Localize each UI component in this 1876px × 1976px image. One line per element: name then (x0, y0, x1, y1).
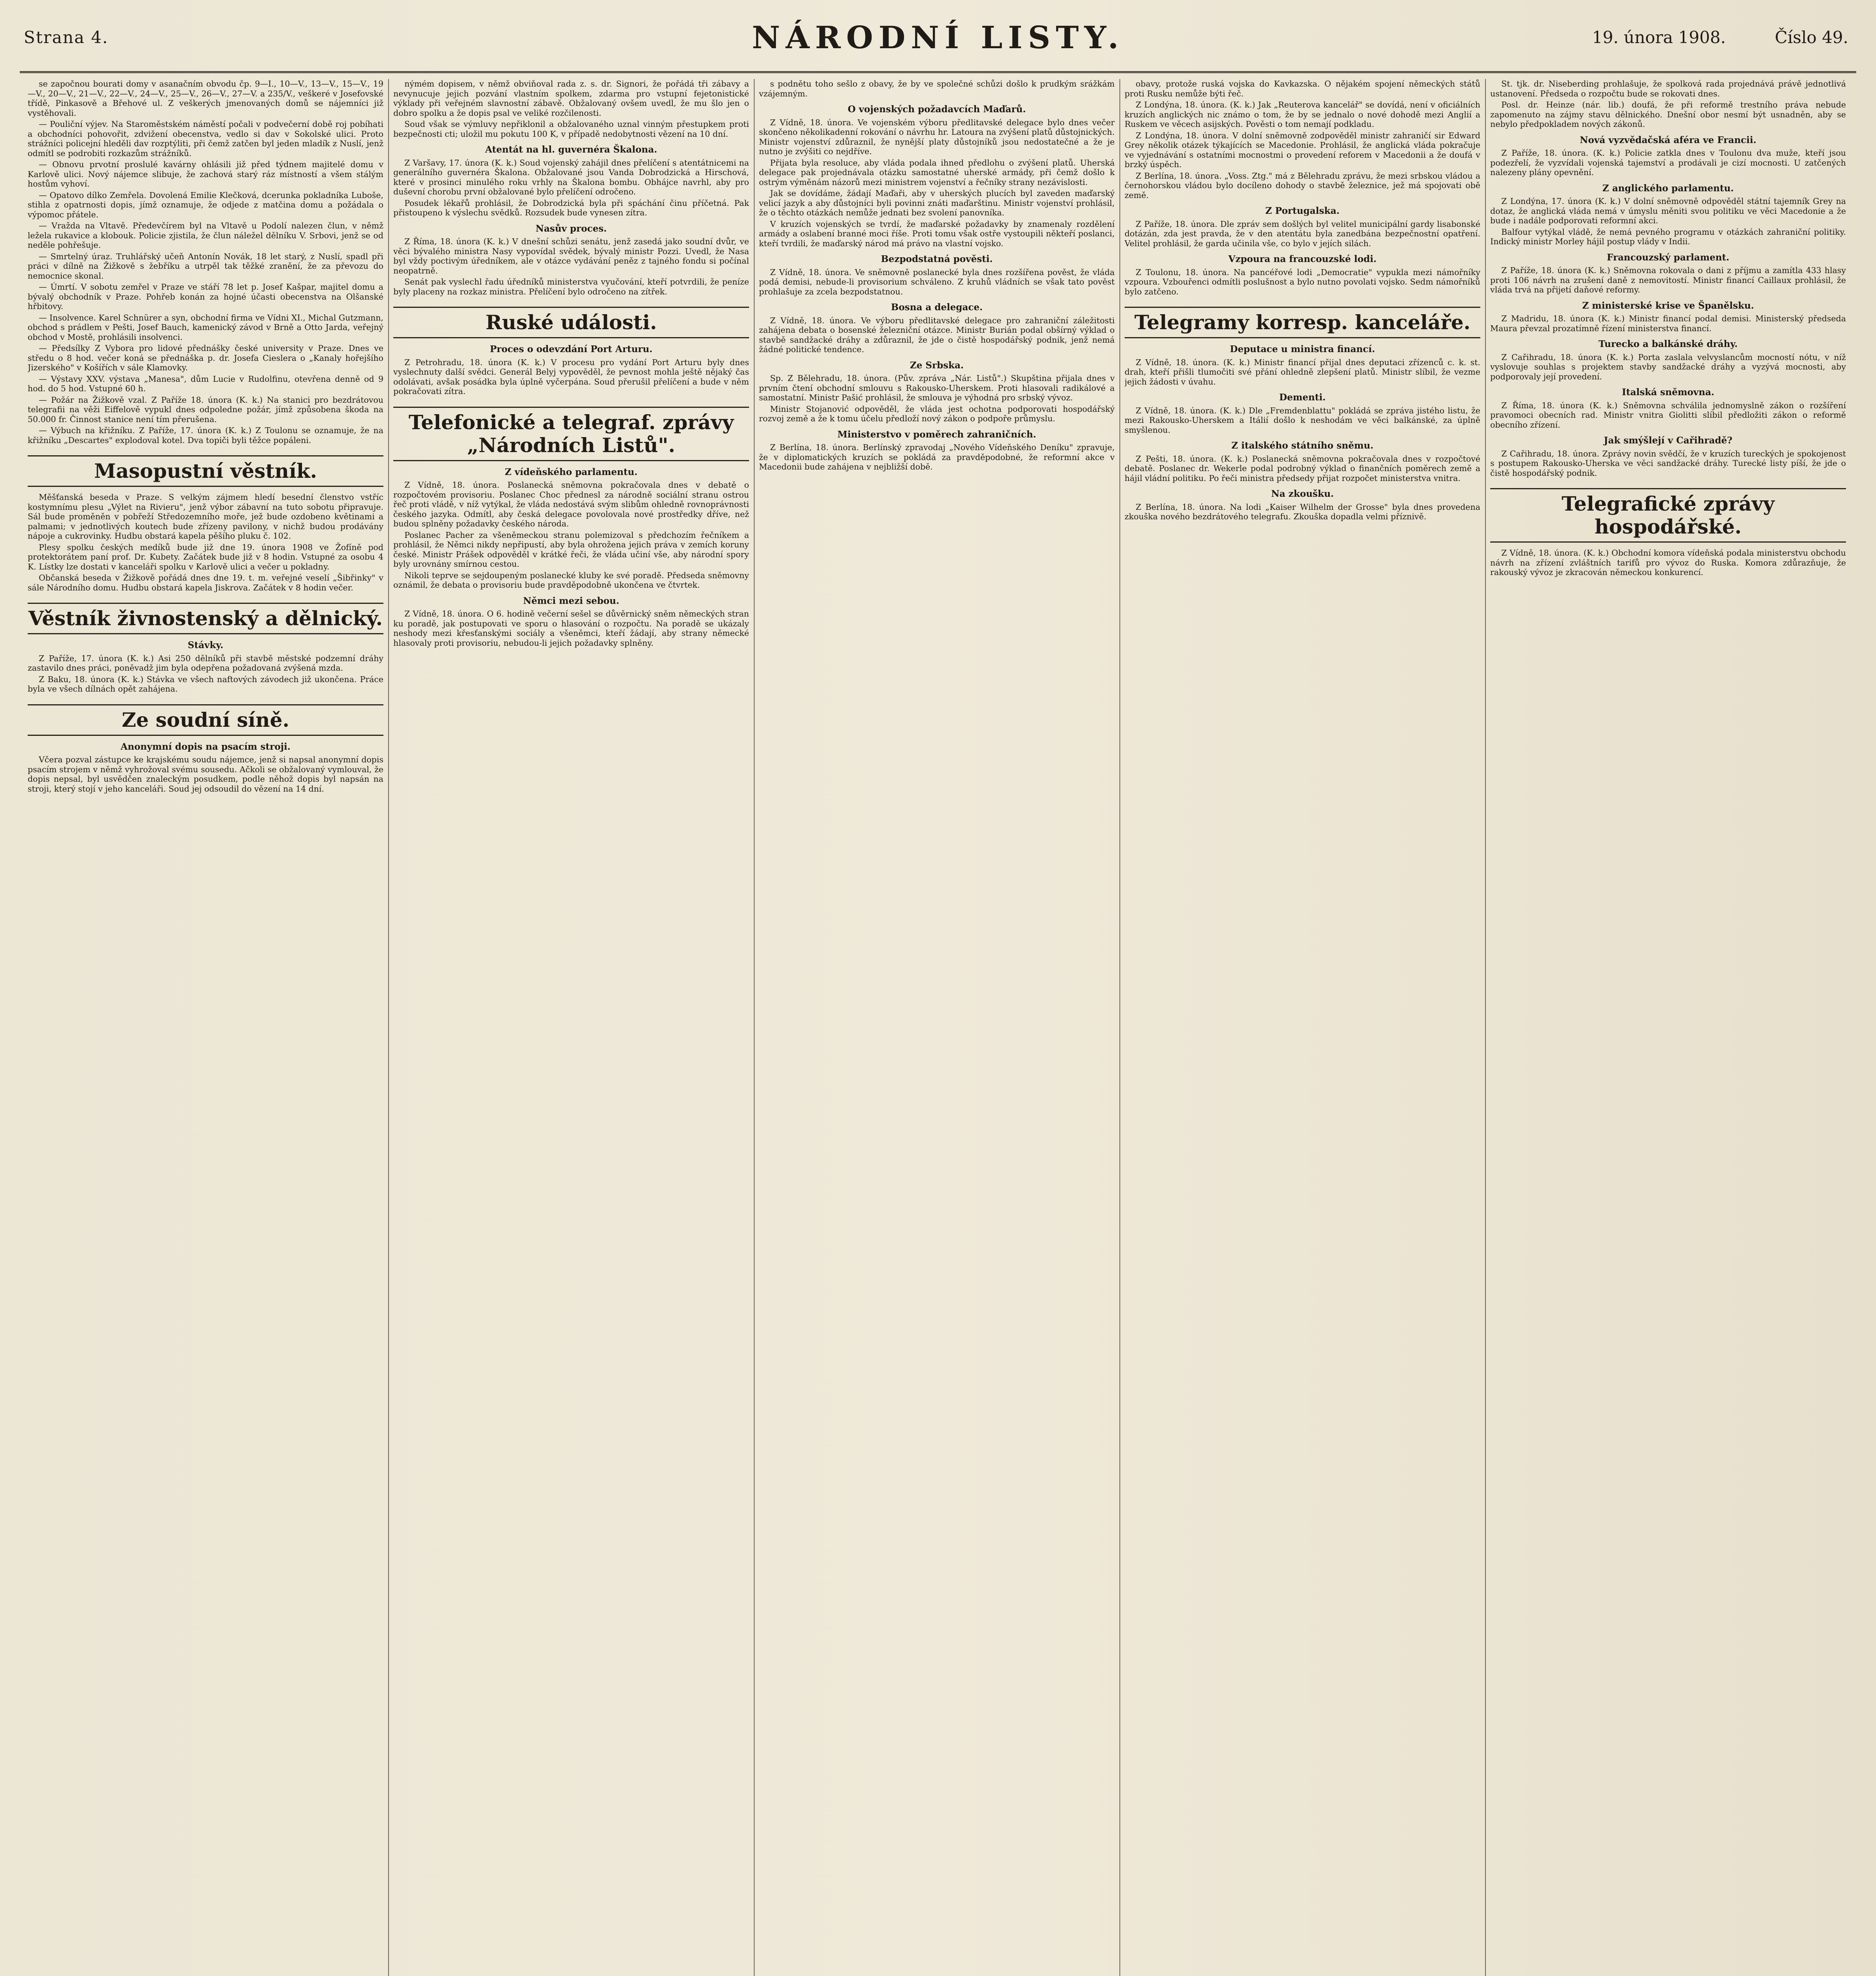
article-paragraph: — Výstavy XXV. výstava „Manesa", dům Lucie v Rudolfinu, otevřena denně od 9 hod. do 5 hod. Vstupné 60 h. (28, 374, 383, 393)
section-heading: Telefonické a telegraf. zprávy „Národních Listů". (393, 407, 749, 461)
article-paragraph: Přijata byla resoluce, aby vláda podala ihned předlohu o zvýšení platů. Uherská delegace pak projednávala otázku samostatné uherské armády, při čemž došlo k ostrým výměnám názorů mezi ministrem vojenství a řečníky strany nezávislosti. (759, 158, 1115, 187)
article-paragraph: Z Baku, 18. února (K. k.) Stávka ve všech naftových závodech již ukončena. Práce byla ve všech dílnách opět zahájena. (28, 674, 383, 694)
article-paragraph: Z Vídně, 18. února. (K. k.) Dle „Fremdenblattu" pokládá se zpráva jistého listu, že mezi Rakousko-Uherskem a Itálií došlo k neshodám ve věci balkánské, za úplně smyšlenou. (1125, 405, 1480, 435)
article-paragraph: — Předsílky Z Vybora pro lidové přednášky české university v Praze. Dnes ve středu o 8 hod. večer koná se přednáška p. dr. Josefa Cieslera o „Kanaly hořejšího Jizerského" v Košířích v sále Klamovky. (28, 343, 383, 372)
article-paragraph: Sp. Z Bělehradu, 18. února. (Pův. zpráva „Nár. Listů".) Skupština přijala dnes v prvním čtení obchodní smlouvu s Rakousko-Uherskem. Proti hlasovali radikálové a samostatní. Ministr Pašić prohlásil, že smlouva je výhodná pro srbský vývoz. (759, 373, 1115, 402)
masthead (20, 12, 1856, 73)
article-paragraph: V kruzích vojenských se tvrdí, že maďarské požadavky by znamenaly rozdělení armády a oslabení branné moci říše. Proti tomu však ostře vystoupili někteří poslanci, kteří tvrdili, že maďarský národ má právo na vlastní vojsko. (759, 219, 1115, 248)
article-paragraph: Včera pozval zástupce ke krajskému soudu nájemce, jenž si napsal anonymní dopis psacím strojem v němž vyhrožoval svému sousedu. Ačkoli se obžalovaný vymlouval, že dopis nepsal, byl usvědčen znaleckým posudkem, podle něhož dopis byl napsán na stroji, který stojí v jeho kanceláři. Soud jej odsoudil do vězení na 14 dní. (28, 755, 383, 794)
issue-number: Číslo 49. (1775, 28, 1848, 47)
article-paragraph: Z Londýna, 18. února. V dolní sněmovně zodpověděl ministr zahraničí sir Edward Grey několik otázek týkajících se Macedonie. Prohlásil, že anglická vláda pokračuje ve vyjednávání s ostatními mocnostmi o provedení reforem v Macedonii a že doufá v brzký úspěch. (1125, 130, 1480, 169)
section-heading: Telegramy korresp. kanceláře. (1125, 307, 1480, 338)
section-heading: Masopustní věstník. (28, 455, 383, 487)
article-paragraph: Z Vídně, 18. února. Ve výboru předlitavské delegace pro zahraniční záležitosti zahájena debata o bosenské železniční otázce. Ministr Burián podal obšírný výklad o stavbě sandžacké dráhy a zdůraznil, že jde o čistě hospodářský podnik, jenž nemá žádné politické tendence. (759, 315, 1115, 354)
article-paragraph: — Insolvence. Karel Schnürer a syn, obchodní firma ve Vídni XI., Michal Gutzmann, obchod s prádlem v Pešti, Josef Bauch, kamenický závod v Brně a Otto Jarda, veřejný obchod v Mostě, prohlásili insolvenci. (28, 313, 383, 342)
article-paragraph: Z Petrohradu, 18. února (K. k.) V procesu pro vydání Port Arturu byly dnes vyslechnuty další svědci. Generál Belyj vypověděl, že pevnost mohla ještě nějaký čas odolávati, avšak posádka byla úplně vyčerpána. Soud přerušil přelíčení a bude v něm pokračovati zítra. (393, 357, 749, 396)
article-paragraph: Z Berlína, 18. února. „Voss. Ztg." má z Bělehradu zprávu, že mezi srbskou vládou a černohorskou vládou bylo docíleno dohody o stavbě železnice, jež má spojovati obě země. (1125, 171, 1480, 200)
article-paragraph: Balfour vytýkal vládě, že nemá pevného programu v otázkách zahraniční politiky. Indický ministr Morley hájil postup vlády v Indii. (1490, 227, 1846, 246)
article-paragraph: — Vražda na Vltavě. Předevčírem byl na Vltavě u Podolí nalezen člun, v němž ležela rukavice a klobouk. Policie zjistila, že člun náležel dělníku V. Srbovi, jenž se od neděle pohřešuje. (28, 221, 383, 250)
article-paragraph: Z Berlína, 18. února. Na lodi „Kaiser Wilhelm der Grosse" byla dnes provedena zkouška nového bezdrátového telegrafu. Zkouška dopadla velmi příznivě. (1125, 502, 1480, 521)
article-paragraph: Z Vídně, 18. února. (K. k.) Obchodní komora vídeňská podala ministerstvu obchodu návrh na zřízení zvláštních tarifů pro vývoz do Ruska. Komora zdůrazňuje, že rakouský vývoz je zkracován německou konkurencí. (1490, 548, 1846, 577)
article-heading: Z Portugalska. (1265, 206, 1340, 216)
article-paragraph: Z Varšavy, 17. února (K. k.) Soud vojenský zahájil dnes přelíčení s atentátnicemi na generálního guvernéra Škalona. Obžalované jsou Vanda Dobrodzická a Hirschová, které v prosinci minulého roku vrhly na Škalona bombu. Obhájce navrhl, aby pro duševní chorobu první obžalované bylo přelíčení odročeno. (393, 158, 749, 196)
column-4 (1125, 79, 1480, 1976)
article-paragraph: Z Vídně, 18. února. Ve vojenském výboru předlitavské delegace bylo dnes večer skončeno několikadenní rokování o návrhu hr. Latoura na zvýšení platů důstojnických. Ministr vojenství zdůraznil, že nynější platy důstojníků jsou nedostatečné a že je nutno je zvýšiti co nejdříve. (759, 117, 1115, 156)
issue-date: 19. února 1908. (1592, 28, 1726, 47)
article-paragraph: Senát pak vyslechl řadu úředníků ministerstva vyučování, kteří potvrdili, že peníze byly placeny na rozkaz ministra. Přelíčení bylo odročeno na zítřek. (393, 277, 749, 296)
section-heading: Telegrafické zprávy hospodářské. (1490, 488, 1846, 543)
article-paragraph: s podnětu toho sešlo z obavy, že by ve společné schůzi došlo k prudkým srážkám vzájemným. (759, 79, 1115, 98)
article-paragraph: Z Berlína, 18. února. Berlínský zpravodaj „Nového Vídeňského Deníku" zpravuje, že v diplomatických kruzích se pokládá za pravděpodobné, že reformní akce v Macedonii bude zahájena v nejbližší době. (759, 443, 1115, 471)
article-paragraph: — Požár na Žižkově vzal. Z Paříže 18. února (K. k.) Na stanici pro bezdrátovou telegrafii na věži Eiffelově vypukl dnes odpoledne požár, jímž způsobena škoda na 50.000 fr. Činnost stanice není tím přerušena. (28, 395, 383, 424)
article-heading: Na zkoušku. (1271, 488, 1334, 499)
column-3 (759, 79, 1115, 1976)
article-paragraph: Z Říma, 18. února (K. k.) Sněmovna schválila jednomyslně zákon o rozšíření pravomoci obecních rad. Ministr vnitra Giolitti slíbil předložiti zákon o reformě obecního zřízení. (1490, 400, 1846, 430)
section-heading: Ruské události. (393, 307, 749, 338)
article-heading: Bosna a delegace. (891, 302, 983, 313)
article-heading: Stávky. (187, 640, 224, 650)
article-paragraph: Posl. dr. Heinze (nár. lib.) doufá, že při reformě trestního práva nebude zapomenuto na zájmy stavu dělnického. Dnešní obor nesmí být usnadněn, aby se nebylo předpokladem nových zákonů. (1490, 100, 1846, 129)
article-heading: Z italského státního sněmu. (1231, 440, 1374, 451)
article-paragraph: Z Paříže, 18. února (K. k.) Sněmovna rokovala o dani z příjmu a zamítla 433 hlasy proti 106 návrh na zrušení daně z nemovitostí. Ministr financí Caillaux prohlásil, že vláda trvá na přijetí daňové reformy. (1490, 266, 1846, 294)
article-heading: Jak smýšlejí v Cařihradě? (1604, 435, 1733, 446)
column-5 (1490, 79, 1846, 1976)
article-paragraph: Z Cařihradu, 18. února. Zprávy novin svědčí, že v kruzích tureckých je spokojenost s postupem Rakousko-Uherska ve věci sandžacké dráhy. Turecké listy píší, že jde o čistě hospodářský podnik. (1490, 449, 1846, 478)
article-paragraph: Měšťanská beseda v Praze. S velkým zájmem hledí besední členstvo vstříc kostymnímu plesu „Výlet na Rivieru", jenž výbor zábavní na tuto sobotu připravuje. Sál bude proměněn v pobřeží Středozemního moře, jež bude ozdobeno květinami a palmami; v jednotlivých koutech bude zřízeny pavilony, v nichž budou prodávány nápoje a cukrovinky. Hudbu obstará kapela pěšího pluku č. 102. (28, 492, 383, 541)
article-paragraph: Z Pešti, 18. února. (K. k.) Poslanecká sněmovna pokračovala dnes v rozpočtové debatě. Poslanec dr. Wekerle podal podrobný výklad o finančních poměrech země a hájil vládní politiku. Po řeči ministra předsedy přijat rozpočet ministerstva vnitra. (1125, 454, 1480, 483)
article-paragraph: Z Vídně, 18. února. Poslanecká sněmovna pokračovala dnes v debatě o rozpočtovém provisoriu. Poslanec Choc přednesl za národně sociální stranu ostrou řeč proti vládě, v níž vytýkal, že vláda nedostává svým slibům ohledně rovnoprávnosti českého jazyka. Odmítl, aby česká delegace povolovala nové prostředky dříve, než budou splněny požadavky českého národa. (393, 480, 749, 528)
column-rule (388, 79, 389, 1976)
article-paragraph: Z Říma, 18. února (K. k.) V dnešní schůzi senátu, jenž zasedá jako soudní dvůr, ve věci bývalého ministra Nasy vypovídal svědek, bývalý ministr Pozzi. Uvedl, že Nasa byl vždy poctivým úředníkem, ale v otázce vydávání peněz z tajného fondu si počínal neopatrně. (393, 237, 749, 275)
article-paragraph: Z Vídně, 18. února. (K. k.) Ministr financí přijal dnes deputaci zřízenců c. k. st. drah, kteří přišli tlumočiti své přání ohledně zlepšení platů. Ministr slíbil, že vezme jejich žádosti v úvahu. (1125, 357, 1480, 387)
article-heading: Ministerstvo v poměrech zahraničních. (837, 429, 1036, 440)
section-heading: Věstník živnostenský a dělnický. (28, 603, 383, 634)
article-paragraph: Z Cařihradu, 18. února (K. k.) Porta zaslala velvyslancům mocností nótu, v níž vyslovuje souhlas s projektem stavby sandžacké dráhy a vyzývá mocnosti, aby podporovaly její provedení. (1490, 352, 1846, 381)
article-paragraph: Nikoli teprve se sejdoupeným poslanecké kluby ke své poradě. Předseda sněmovny oznámil, že debata o provisoriu bude pravděpodobně ukončena ve čtvrtek. (393, 570, 749, 590)
article-paragraph: Posudek lékařů prohlásil, že Dobrodzická byla při spáchání činu příčetná. Pak přistoupeno k výslechu svědků. Rozsudek bude vynesen zítra. (393, 198, 749, 217)
article-heading: Proces o odevzdání Port Arturu. (490, 344, 653, 354)
article-paragraph: Z Londýna, 17. února (K. k.) V dolní sněmovně odpověděl státní tajemník Grey na dotaz, že anglická vláda nemá v úmyslu měniti svou politiku ve věci Macedonie a že bude i nadále podporovati reformní akci. (1490, 196, 1846, 225)
article-heading: Nová vyzvědačská aféra ve Francii. (1580, 134, 1757, 145)
article-paragraph: — Úmrtí. V sobotu zemřel v Praze ve stáří 78 let p. Josef Kašpar, majitel domu a bývalý obchodník v Praze. Pohřeb konán za hojné účasti obecenstva na Olšanské hřbitovy. (28, 282, 383, 311)
column-2 (393, 79, 749, 1976)
article-heading: Z ministerské krise ve Španělsku. (1582, 300, 1754, 311)
article-heading: Nasův proces. (535, 223, 607, 234)
article-paragraph: Z Paříže, 18. února. (K. k.) Policie zatkla dnes v Toulonu dva muže, kteří jsou podezřelí, že vyzvídali vojenská tajemství a prodávali je cizí mocnosti. U zatčených nalezeny plány opevnění. (1490, 148, 1846, 177)
page-number: Strana 4. (24, 28, 109, 47)
article-heading: Ze Srbska. (910, 360, 964, 371)
article-paragraph: — Smrtelný úraz. Truhlářský učeň Antonín Novák, 18 let starý, z Nuslí, spadl při práci v dílně na Žižkově s žebříku a utrpěl tak těžké zranění, že za převozu do nemocnice skonal. (28, 251, 383, 281)
article-paragraph: Z Vídně, 18. února. O 6. hodině večerní sešel se důvěrnický sněm německých stran ku poradě, jak postupovati ve sporu o hlasování o rozpočtu. Na poradě se ukázaly neshody mezi křesťanskými sociály a všeněmci, kteří žádají, aby strany německé hlasovaly proti provisoriu, nebudou-li jejich požadavky splněny. (393, 609, 749, 648)
article-paragraph: Z Toulonu, 18. února. Na pancéřové lodi „Democratie" vypukla mezi námořníky vzpoura. Vzbouřenci odmítli poslušnost a bylo nutno povolati vojsko. Sedm námořníků bylo zatčeno. (1125, 267, 1480, 296)
article-heading: Dementi. (1279, 392, 1326, 403)
article-paragraph: nýmém dopisem, v němž obviňoval rada z. s. dr. Signori, že pořádá tři zábavy a nevynucuje jejich pozvání vlastním spolkem, zdarma pro vstupní fejetonistické výklady při veřejném slavnostní zábavě. Obžalovaný ovšem uvedl, že mu šlo jen o dobro spolku a že dopis psal ve veliké rozčilenosti. (393, 79, 749, 118)
section-heading: Ze soudní síně. (28, 704, 383, 736)
column-rule (754, 79, 755, 1976)
article-heading: Italská sněmovna. (1622, 387, 1714, 398)
article-heading: Bezpodstatná pověsti. (881, 254, 993, 264)
article-paragraph: — Obnovu prvotní proslulé kavárny ohlásili již před týdnem majitelé domu v Karlově ulici. Nový nájemce slibuje, že zachová starý ráz místností a všem stálým hostům vyhoví. (28, 160, 383, 189)
article-paragraph: — Opatovo dílko Zemřela. Dovolená Emilie Klečková, dcerunka pokladníka Luboše, stihla z opatrnosti dopis, jímž oznamuje, že odjede z matčina domu a požádala o výpomoc přátele. (28, 190, 383, 219)
article-heading: Vzpoura na francouzské lodi. (1228, 254, 1377, 264)
article-heading: Atentát na hl. guvernéra Škalona. (485, 144, 657, 155)
article-paragraph: Z Madridu, 18. února (K. k.) Ministr financí podal demisi. Ministerský předseda Maura převzal prozatímně řízení ministerstva financí. (1490, 314, 1846, 333)
article-paragraph: Z Vídně, 18. února. Ve sněmovně poslanecké byla dnes rozšířena pověst, že vláda podá demisi, nebude-li provisorium schváleno. Z kruhů vládních se však tato pověst prohlašuje za zcela bezpodstatnou. (759, 267, 1115, 296)
article-heading: Deputace u ministra financí. (1230, 344, 1375, 354)
article-paragraph: St. tjk. dr. Niseberding prohlašuje, že spolková rada projednává právě jednotlivá ustanovení. Předseda o rozpočtu bude se rokovati dnes. (1490, 79, 1846, 98)
article-paragraph: Z Paříže, 17. února (K. k.) Asi 250 dělníků při stavbě městské podzemní dráhy zastavilo dnes práci, poněvadž jim byla odepřena požadovaná zvýšená mzda. (28, 653, 383, 673)
article-paragraph: Poslanec Pacher za všeněmeckou stranu polemizoval s předchozím řečníkem a prohlásil, že Němci nikdy nepřipustí, aby byla ohrožena jejich práva v zemích koruny české. Ministr Prášek odpověděl v krátké řeči, že vláda učiní vše, aby národní spory byly urovnány smírnou cestou. (393, 530, 749, 569)
article-paragraph: Z Paříže, 18. února. Dle zpráv sem došlých byl velitel municipální gardy lisabonské dotázán, zda jest pravda, že v den atentátu byla zanedbána bezpečnostní opatření. Velitel prohlásil, že garda učinila vše, co bylo v jejích silách. (1125, 219, 1480, 248)
article-paragraph: Z Londýna, 18. února. (K. k.) Jak „Reuterova kancelář" se dovídá, není v oficiálních kruzích anglických nic známo o tom, že by se jednalo o nové dohodě mezi Anglií a Ruskem ve věcech asijských. Pověsti o tom nemají podkladu. (1125, 100, 1480, 129)
article-heading: Z vídeňského parlamentu. (505, 466, 638, 477)
article-paragraph: — Výbuch na křižníku. Z Paříže, 17. února (K. k.) Z Toulonu se oznamuje, že na křižníku „Descartes" explodoval kotel. Dva topiči byli těžce popáleni. (28, 426, 383, 445)
article-heading: O vojenských požadavcích Maďarů. (847, 104, 1026, 115)
column-rule (1119, 79, 1120, 1976)
article-paragraph: Občanská beseda v Žižkově pořádá dnes dne 19. t. m. veřejné veselí „Šibřinky" v sále Národního domu. Hudbu obstará kapela Jiskrova. Začátek v 8 hodin večer. (28, 573, 383, 592)
column-1 (28, 79, 383, 1976)
column-rule (1485, 79, 1486, 1976)
article-heading: Francouzský parlament. (1606, 252, 1730, 263)
article-paragraph: Ministr Stojanović odpověděl, že vláda jest ochotna podporovati hospodářský rozvoj země a že k tomu účelu předloží nový zákon o podpoře průmyslu. (759, 404, 1115, 423)
article-paragraph: Soud však se výmluvy nepřiklonil a obžalovaného uznal vinným přestupkem proti bezpečnosti cti; uložil mu pokutu 100 K, v případě nedobytnosti vězení na 10 dní. (393, 119, 749, 139)
article-heading: Turecko a balkánské dráhy. (1598, 339, 1738, 349)
article-paragraph: obavy, protože ruská vojska do Kavkazska. O nějakém spojení německých států proti Rusku nemůže býti řeč. (1125, 79, 1480, 98)
article-paragraph: — Pouliční výjev. Na Staroměstském náměstí počali v podvečerní době roj pobíhati a obchodníci pohovořit, zdvižení obecenstva, vedlo si dav v Sokolské ulici. Proto strážníci policejní hleděli dav rozptýliti, při čemž zatčen byl jeden mladík z Nuslí, jenž odmítl se podrobiti rozkazům strážníků. (28, 119, 383, 158)
article-paragraph: Plesy spolku českých medíků bude již dne 19. února 1908 ve Žofíně pod protektorátem paní prof. Dr. Kubety. Začátek bude již v 8 hodin. Vstupné za osobu 4 K. Lístky lze dostati v kanceláři spolku v Karlově ulici a večer u pokladny. (28, 542, 383, 571)
article-paragraph: Jak se dovídáme, žádají Maďaři, aby v uherských plucích byl zaveden maďarský velicí jazyk a aby důstojníci byli povinni znáti maďarštinu. Ministr vojenství prohlásil, že o těchto otázkách nemůže jednati bez svolení panovníka. (759, 189, 1115, 217)
article-heading: Z anglického parlamentu. (1602, 183, 1734, 194)
article-heading: Anonymní dopis na psacím stroji. (121, 741, 291, 752)
newspaper-title: NÁRODNÍ LISTY. (752, 20, 1124, 56)
article-paragraph: se započnou bourati domy v asanačním obvodu čp. 9—I., 10—V., 13—V., 15—V., 19—V., 20—V., 21—V., 22—V., 24—V., 25—V., 26—V., 27—V. a 235/V., veškeré v Josefovské třídě, Pinkasově a Břehové ul. Z veškerých jmenovaných domů se nájemníci již vystěhovali. (28, 79, 383, 118)
article-heading: Němci mezi sebou. (523, 595, 619, 606)
